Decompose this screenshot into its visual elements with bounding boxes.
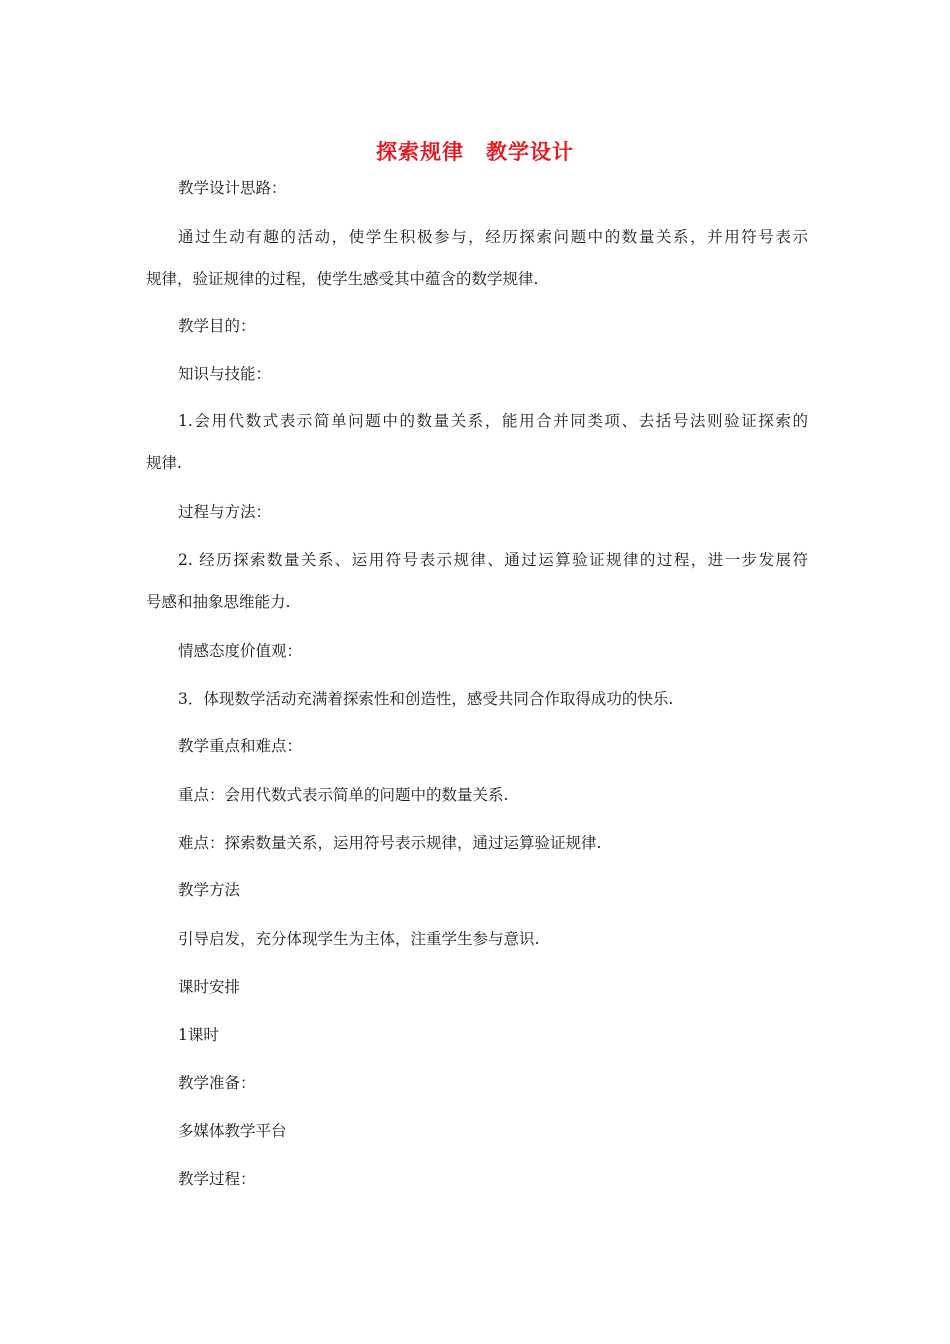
class-hours-text: 1课时: [178, 1026, 219, 1044]
goal-3: 3．体现数学活动充满着探索性和创造性，感受共同合作取得成功的快乐.: [178, 690, 674, 708]
heading-class-hours: 课时安排: [178, 978, 241, 996]
goal-1-line-1: 1.会用代数式表示简单问题中的数量关系，能用合并同类项、去括号法则验证探索的: [178, 412, 808, 430]
goal-2-line-2: 号感和抽象思维能力.: [146, 593, 291, 611]
paragraph-design-idea-line-2: 规律，验证规律的过程，使学生感受其中蕴含的数学规律.: [146, 270, 539, 288]
document-title: 探索规律 教学设计: [376, 140, 574, 164]
heading-knowledge-skills: 知识与技能：: [178, 365, 272, 383]
teaching-preparation-text: 多媒体教学平台: [178, 1122, 287, 1140]
teaching-method-text: 引导启发，充分体现学生为主体，注重学生参与意识.: [178, 930, 540, 948]
heading-teaching-method: 教学方法: [178, 881, 241, 899]
heading-attitude-values: 情感态度价值观：: [178, 642, 303, 660]
heading-teaching-preparation: 教学准备：: [178, 1074, 256, 1092]
goal-2-line-1: 2. 经历探索数量关系、运用符号表示规律、通过运算验证规律的过程，进一步发展符: [178, 551, 808, 569]
heading-teaching-process: 教学过程：: [178, 1170, 256, 1188]
heading-key-difficult-points: 教学重点和难点：: [178, 737, 303, 755]
heading-teaching-goal: 教学目的：: [178, 317, 256, 335]
heading-design-idea: 教学设计思路：: [178, 179, 287, 197]
goal-1-line-2: 规律.: [146, 454, 182, 472]
difficult-point: 难点：探索数量关系，运用符号表示规律，通过运算验证规律.: [178, 834, 602, 852]
key-point: 重点：会用代数式表示简单的问题中的数量关系.: [178, 786, 509, 804]
heading-process-method: 过程与方法：: [178, 503, 272, 521]
paragraph-design-idea-line-1: 通过生动有趣的活动，使学生积极参与，经历探索问题中的数量关系，并用符号表示: [178, 228, 808, 246]
